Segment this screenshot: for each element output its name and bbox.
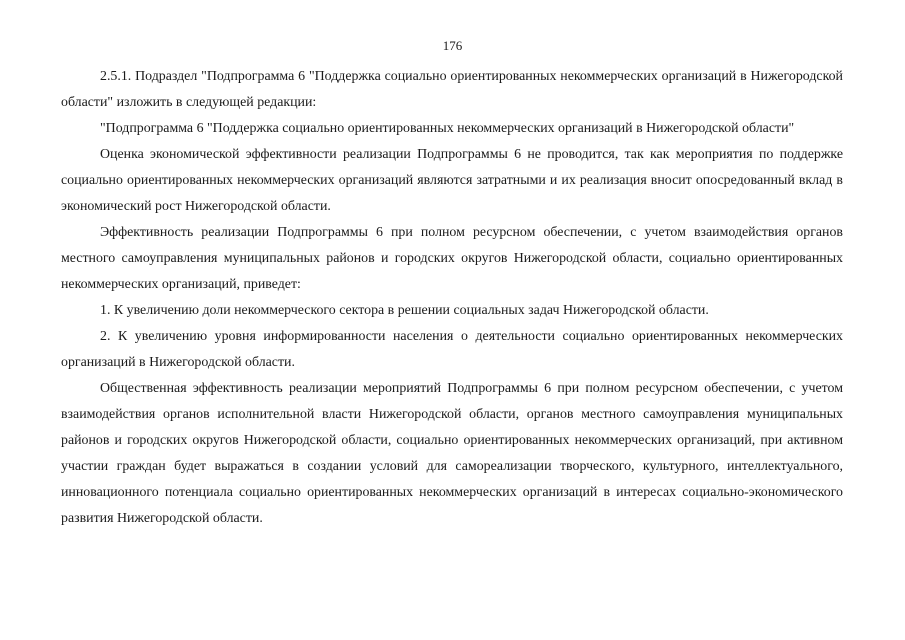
document-body (61, 64, 843, 532)
paragraph-subprogram-title: "Подпрограмма 6 "Поддержка социально ориентированных некоммерческих организаций в Нижегородской области" (100, 121, 795, 136)
paragraph-implementation-efficiency: Эффективность реализации Подпрограммы 6 при полном ресурсном обеспечении, с учетом взаимодействия органов местного самоуправления муниципальных районов и городских округов Нижегородской области, социально ориентированных некоммерческих организаций, приведет: (61, 225, 843, 292)
paragraph-economic-efficiency: Оценка экономической эффективности реализации Подпрограммы 6 не проводится, так как мероприятия по поддержке социально ориентированных некоммерческих организаций являются затратными и их реализация вносит опосредованный вклад в экономический рост Нижегородской области. (61, 147, 843, 214)
paragraph-result-1: 1. К увеличению доли некоммерческого сектора в решении социальных задач Нижегородской области. (100, 303, 709, 318)
paragraph-social-efficiency: Общественная эффективность реализации мероприятий Подпрограммы 6 при полном ресурсном обеспечении, с учетом взаимодействия органов исполнительной власти Нижегородской области, органов местного самоуправления муниципальных районов и городских округов Нижегородской области, социально ориентированных некоммерческих организаций, при активном участии граждан будет выражаться в создании условий для самореализации творческого, культурного, интеллектуального, инновационного потенциала социально ориентированных некоммерческих организаций в интересах социально-экономического развития Нижегородской области. (61, 381, 843, 526)
paragraph-section-heading: 2.5.1. Подраздел "Подпрограмма 6 "Поддержка социально ориентированных некоммерческих организаций в Нижегородской области" изложить в следующей редакции: (61, 69, 843, 110)
page-number: 176 (442, 38, 463, 53)
paragraph-result-2: 2. К увеличению уровня информированности населения о деятельности социально ориентированных некоммерческих организаций в Нижегородской области. (61, 329, 843, 370)
